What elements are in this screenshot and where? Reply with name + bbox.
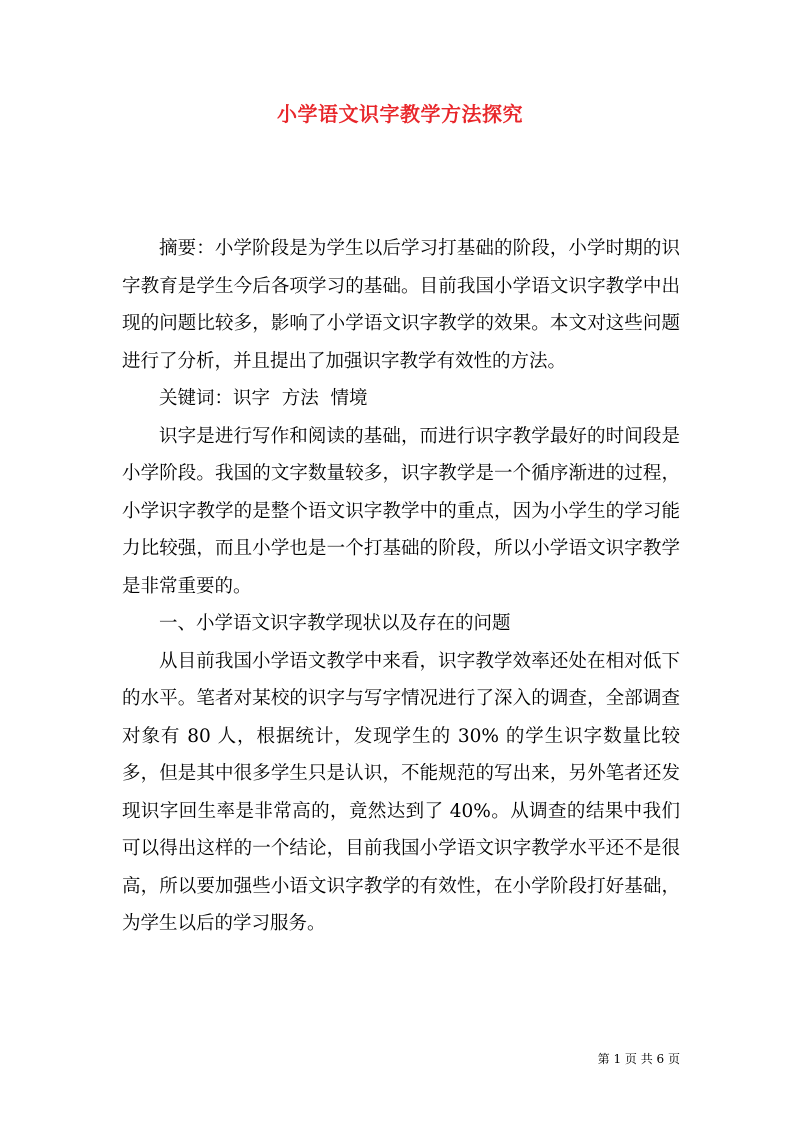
keywords-paragraph: 关键词：识字 方法 情境 xyxy=(159,388,368,409)
document-body xyxy=(122,230,680,943)
intro-paragraph: 识字是进行写作和阅读的基础，而进行识字教学最好的时间段是小学阶段。我国的文字数量较多，识字教学是一个循序渐进的过程，小学识字教学的是整个语文识字教学中的重点，因为小学生的学习能力比较强，而且小学也是一个打基础的阶段，所以小学语文识字教学是非常重要的。 xyxy=(122,425,680,597)
abstract-paragraph: 摘要：小学阶段是为学生以后学习打基础的阶段，小学时期的识字教育是学生今后各项学习的基础。目前我国小学语文识字教学中出现的问题比较多，影响了小学语文识字教学的效果。本文对这些问题进行了分析，并且提出了加强识字教学有效性的方法。 xyxy=(122,238,680,372)
document-title: 小学语文识字教学方法探究 xyxy=(277,102,523,126)
section-heading: 一、小学语文识字教学现状以及存在的问题 xyxy=(159,613,511,634)
body-paragraph: 从目前我国小学语文教学中来看，识字教学效率还处在相对低下的水平。笔者对某校的识字与写字情况进行了深入的调查，全部调查对象有 80 人，根据统计，发现学生的 30% 的学生识字数量比较多，但是其中很多学生只是认识，不能规范的写出来，另外笔者还发现识字回生率是非常高的，竟然达到了 40%。从调查的结果中我们可以得出这样的一个结论，目前我国小学语文识字教学水平还不是很高，所以要加强些小语文识字教学的有效性，在小学阶段打好基础，为学生以后的学习服务。 xyxy=(122,650,680,934)
page-number-footer: 第 1 页 共 6 页 xyxy=(597,1052,680,1066)
